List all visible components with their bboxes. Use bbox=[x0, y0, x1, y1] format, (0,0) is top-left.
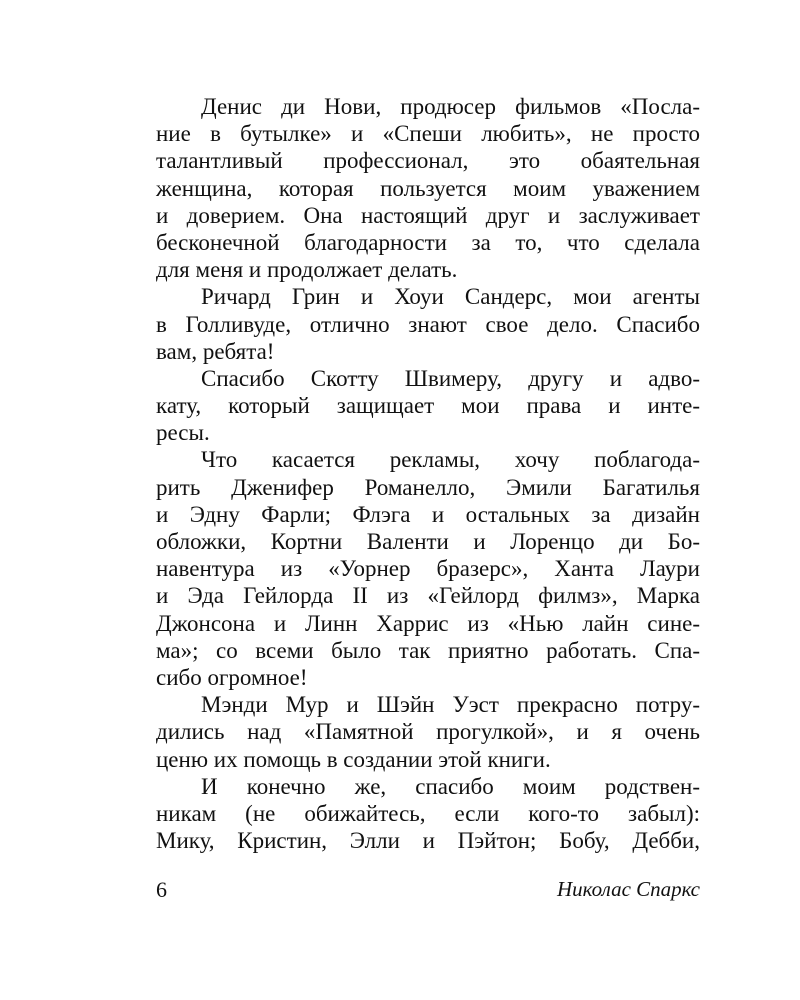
text-line: обложки, Кортни Валенти и Лоренцо ди Бо- bbox=[156, 529, 700, 554]
text-line: и Эдну Фарли; Флэга и остальных за дизайн bbox=[156, 501, 700, 527]
text-line: Спасибо Скотту Швимеру, другу и адво- bbox=[201, 365, 700, 391]
paragraph bbox=[156, 93, 700, 283]
text-line: ресы. bbox=[156, 420, 210, 446]
text-line: сибо огромное! bbox=[156, 664, 308, 690]
paragraph bbox=[156, 773, 700, 855]
text-line: никам (не обижайтесь, если кого-то забыл): bbox=[156, 800, 700, 826]
text-line: навентура из «Уорнер бразерс», Ханта Лаури bbox=[156, 556, 700, 582]
text-line: Джонсона и Линн Харрис из «Нью лайн сине- bbox=[156, 610, 700, 636]
text-line: в Голливуде, отлично знают свое дело. Спасибо bbox=[156, 311, 700, 337]
text-line: для меня и продолжает делать. bbox=[156, 257, 458, 283]
paragraph bbox=[156, 446, 700, 691]
text-line: кату, который защищает мои права и инте- bbox=[156, 393, 700, 419]
text-line: и Эда Гейлорда II из «Гейлорд филмз», Марка bbox=[156, 583, 700, 609]
paragraph bbox=[156, 691, 700, 773]
text-line: и доверием. Она настоящий друг и заслуживает bbox=[156, 202, 700, 228]
text-line: вам, ребята! bbox=[156, 338, 275, 364]
text-line: бесконечной благодарности за то, что сделала bbox=[156, 229, 700, 255]
page-body bbox=[156, 93, 700, 854]
running-footer-author: Николас Спаркс bbox=[556, 877, 700, 901]
text-line: ма»; со всеми было так приятно работать. Спа- bbox=[156, 637, 700, 663]
text-line: И конечно же, спасибо моим родствен- bbox=[201, 773, 700, 799]
text-line: Мику, Кристин, Элли и Пэйтон; Бобу, Дебби, bbox=[156, 828, 700, 854]
text-line: талантливый профессионал, это обаятельная bbox=[156, 148, 700, 174]
text-line: Ричард Грин и Хоуи Сандерс, мои агенты bbox=[201, 284, 700, 310]
text-line: рить Дженифер Романелло, Эмили Багатилья bbox=[156, 474, 700, 500]
paragraph bbox=[156, 365, 700, 447]
text-line: Что касается рекламы, хочу поблагода- bbox=[201, 447, 700, 473]
text-line: Денис ди Нови, продюсер фильмов «Посла- bbox=[201, 94, 700, 119]
text-line: женщина, которая пользуется моим уважением bbox=[156, 175, 700, 201]
text-line: Мэнди Мур и Шэйн Уэст прекрасно потру- bbox=[201, 692, 700, 718]
text-line: ценю их помощь в создании этой книги. bbox=[156, 746, 551, 772]
text-line: дились над «Памятной прогулкой», и я очень bbox=[156, 719, 700, 745]
text-line: ние в бутылке» и «Спеши любить», не просто bbox=[156, 121, 700, 147]
paragraph bbox=[156, 283, 700, 365]
page-number: 6 bbox=[156, 877, 167, 902]
